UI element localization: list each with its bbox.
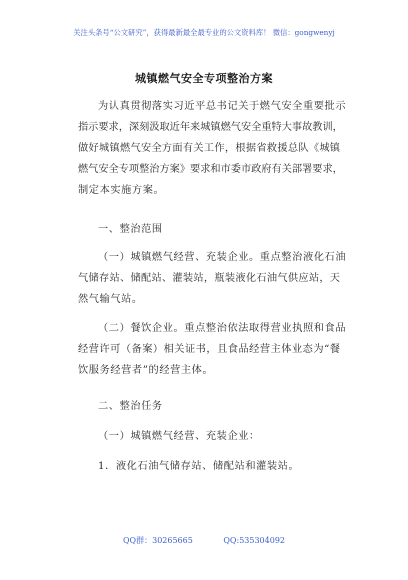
heading-line: 一、整治范围 [98,224,163,235]
section2-heading [78,396,340,417]
section2-sub1 [78,456,340,477]
footer-qq-number: QQ:535304092 [223,536,285,545]
item-line: （二）餐饮企业。重点整治依法取得营业执照和食品 [98,323,347,334]
item-line: 气储存站、储配站、灌装站，瓶装液化石油气供应站，天 [78,273,340,284]
item-line: 然气输气站。 [78,294,143,305]
intro-line: 为认真贯彻落实习近平总书记关于燃气安全重要批示 [98,101,347,112]
item-line: 经营许可（备案）相关证书，且食品经营主体业态为“餐 [78,344,340,355]
section1-item1-paragraph [78,247,347,310]
section2-item1 [78,426,340,447]
section1-heading [78,219,340,240]
section1-item2-paragraph [78,318,347,381]
intro-line: 指示要求，深刻汲取近年来城镇燃气安全重特大事故教训， [78,122,343,133]
item-line: 1．液化石油气储存站、储配站和灌装站。 [98,461,300,472]
item-line: 饮服务经营者”的经营主体。 [78,365,214,376]
intro-line: 制定本实施方案。 [78,185,165,196]
document-title: 城镇燃气安全专项整治方案 [135,72,273,85]
heading-line: 二、整治任务 [98,401,163,412]
footer-qq-group: QQ群：30265665 [122,536,193,545]
intro-line: 做好城镇燃气安全方面有关工作，根据省救援总队《城镇 [78,143,340,154]
item-line: （一）城镇燃气经营、充装企业。重点整治液化石油 [98,252,347,263]
intro-line: 燃气安全专项整治方案》要求和市委市政府有关部署要求， [78,164,343,175]
footer-contacts [0,535,408,546]
header-banner: 关注头条号“公文研究”，获得最新最全最专业的公文资料库！ 微信：gongwenyj [73,28,335,37]
intro-paragraph [78,96,347,201]
item-line: （一）城镇燃气经营、充装企业： [98,431,260,442]
